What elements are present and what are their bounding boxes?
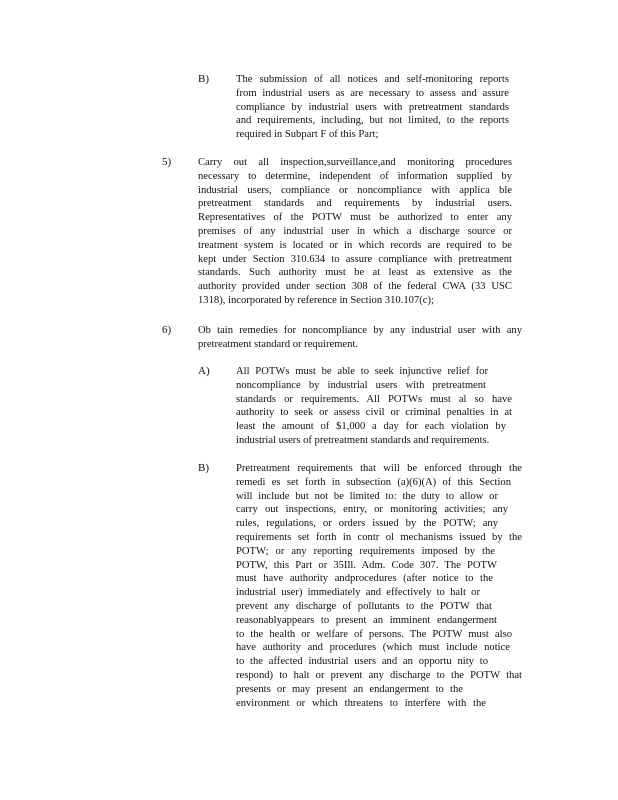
text-line: prevent any discharge of pollutants to the POTW that [236,600,492,612]
paragraph-text [198,156,512,308]
paragraph-marker: 5) [162,156,172,168]
text-line: reasonablyappears to present an imminent endangerment [236,614,497,626]
text-line: standards. Such authority must be at least as extensive as the [198,267,512,279]
text-line: requirements set forth in contr ol mechanisms issued by the [236,531,522,543]
text-line: compliance by industrial users with pretreatment standards [236,101,509,113]
paragraph-marker: 6) [162,324,172,336]
text-line: necessary to determine, independent of information supplied by [198,170,512,182]
text-line: noncompliance by industrial users with pretreatment [236,379,486,391]
text-line: authority provided under section 308 of the federal CWA (33 USC [198,281,512,293]
text-line: industrial users, compliance or noncompliance with applica ble [198,184,512,196]
text-line: remedi es set forth in subsection (a)(6)(A) of this Section [236,476,511,488]
text-line: 1318), incorporated by reference in Section 310.107(c); [198,294,434,306]
text-line: presents or may present an endangerment to the [236,683,463,695]
text-line: pretreatment standards and requirements by industrial users. [198,198,512,210]
subsection-marker: B) [198,73,209,85]
text-line: standards or requirements. All POTWs must al so have [236,393,512,405]
text-line: carry out inspections, entry, or monitoring activities; any [236,504,508,516]
text-line: POTW, this Part or 35Ill. Adm. Code 307. The POTW [236,559,497,571]
text-line: pretreatment standard or requirement. [198,338,359,350]
text-line: required in Subpart F of this Part; [236,129,379,141]
text-line: Representatives of the POTW must be authorized to enter any [198,212,512,224]
subsection-text [236,365,512,448]
text-line: Carry out all inspection,surveillance,and monitoring procedures [198,157,512,168]
text-line: All POTWs must be able to seek injunctive relief for [236,366,488,377]
text-line: The submission of all notices and self-monitoring reports [236,74,509,85]
text-line: POTW; or any reporting requirements imposed by the [236,545,495,557]
subsection-text [236,462,522,710]
text-line: have authority and procedures (which must include notice [236,642,510,654]
subsection-marker: B) [198,462,209,474]
text-line: authority to seek or assess civil or criminal penalties in at [236,407,512,419]
subsection-text [236,73,509,142]
text-line: least the amount of $1,000 a day for each violation by [236,421,506,433]
text-line: Pretreatment requirements that will be enforced through the [236,463,522,474]
text-line: environment or which threatens to interfere with the [236,697,486,709]
text-line: premises of any industrial user in which a discharge source or [198,225,512,237]
paragraph-text [198,324,522,352]
text-line: from industrial users as are necessary to assess and assure [236,87,509,99]
text-line: industrial users of pretreatment standards and requirements. [236,434,490,446]
text-line: respond) to halt or prevent any discharge to the POTW that [236,669,522,681]
text-line: industrial user) immediately and effectively to halt or [236,587,480,599]
text-line: treatment system is located or in which records are required to be [198,239,512,251]
text-line: and requirements, including, but not limited, to the reports [236,115,509,127]
text-line: Ob tain remedies for noncompliance by any industrial user with any [198,325,522,336]
subsection-marker: A) [198,365,210,377]
text-line: to the affected industrial users and an opportu nity to [236,656,488,668]
text-line: must have authority andprocedures (after notice to the [236,573,493,585]
text-line: rules, regulations, or orders issued by the POTW; any [236,518,498,530]
text-line: to the health or welfare of persons. The POTW must also [236,628,512,640]
text-line: will include but not be limited to: the duty to allow or [236,490,498,502]
text-line: kept under Section 310.634 to assure compliance with pretreatment [198,253,512,265]
